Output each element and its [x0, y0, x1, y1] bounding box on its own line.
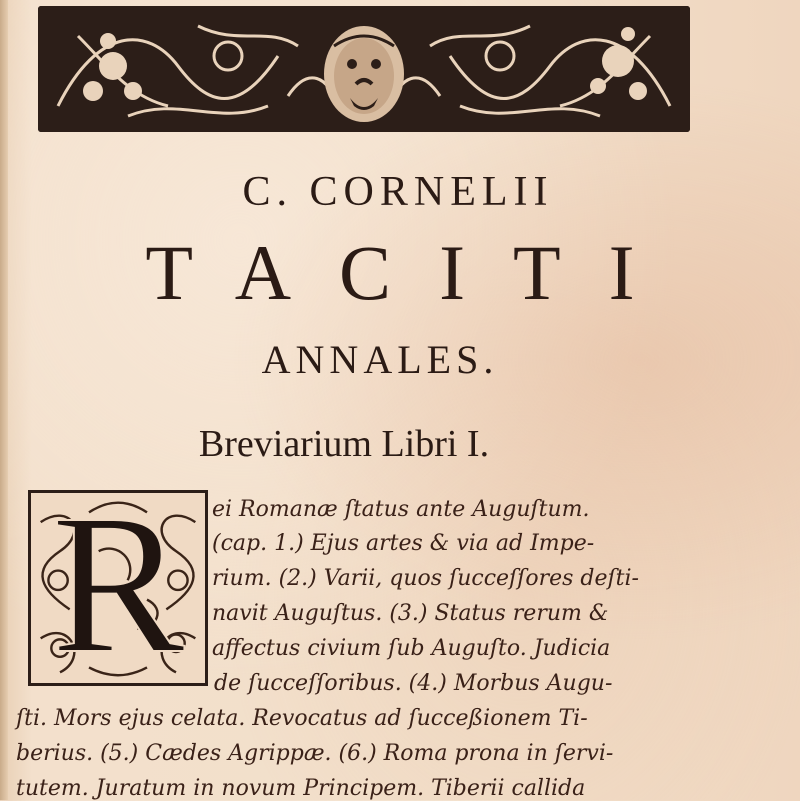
- woodcut-headpiece-ornament: [38, 6, 690, 132]
- text-line-4: navit Auguſtus. (3.) Status rerum &: [212, 601, 609, 626]
- book-gutter: [0, 0, 8, 800]
- title-author-name: TACITI: [145, 229, 683, 316]
- initial-letter-r: R: [51, 490, 185, 686]
- ornament-icon: [38, 6, 690, 132]
- text-line-1: ei Romanæ ſtatus ante Auguſtum.: [212, 497, 590, 522]
- text-line-5: affectus civium ſub Auguſto. Judicia: [212, 636, 611, 661]
- text-line-3: rium. (2.) Varii, quos ſucceſſores deſti-: [212, 566, 639, 591]
- lion-mask: [324, 26, 404, 122]
- title-author-praenomen: C. CORNELII: [242, 169, 554, 215]
- text-line-9: tutem. Juratum in novum Principem. Tiberii callida: [16, 776, 586, 801]
- text-line-2: (cap. 1.) Ejus artes & via ad Impe-: [212, 531, 595, 556]
- section-subtitle: Breviarium Libri I.: [198, 423, 490, 465]
- text-line-8: berius. (5.) Cædes Agrippæ. (6.) Roma prona in ſervi-: [16, 741, 614, 766]
- decorated-initial: [28, 490, 208, 686]
- text-line-7: ſti. Mors ejus celata. Revocatus ad ſucceßionem Ti-: [16, 706, 588, 731]
- text-line-6: de ſucceſſoribus. (4.) Morbus Augu-: [214, 671, 613, 696]
- title-work: ANNALES.: [261, 337, 499, 382]
